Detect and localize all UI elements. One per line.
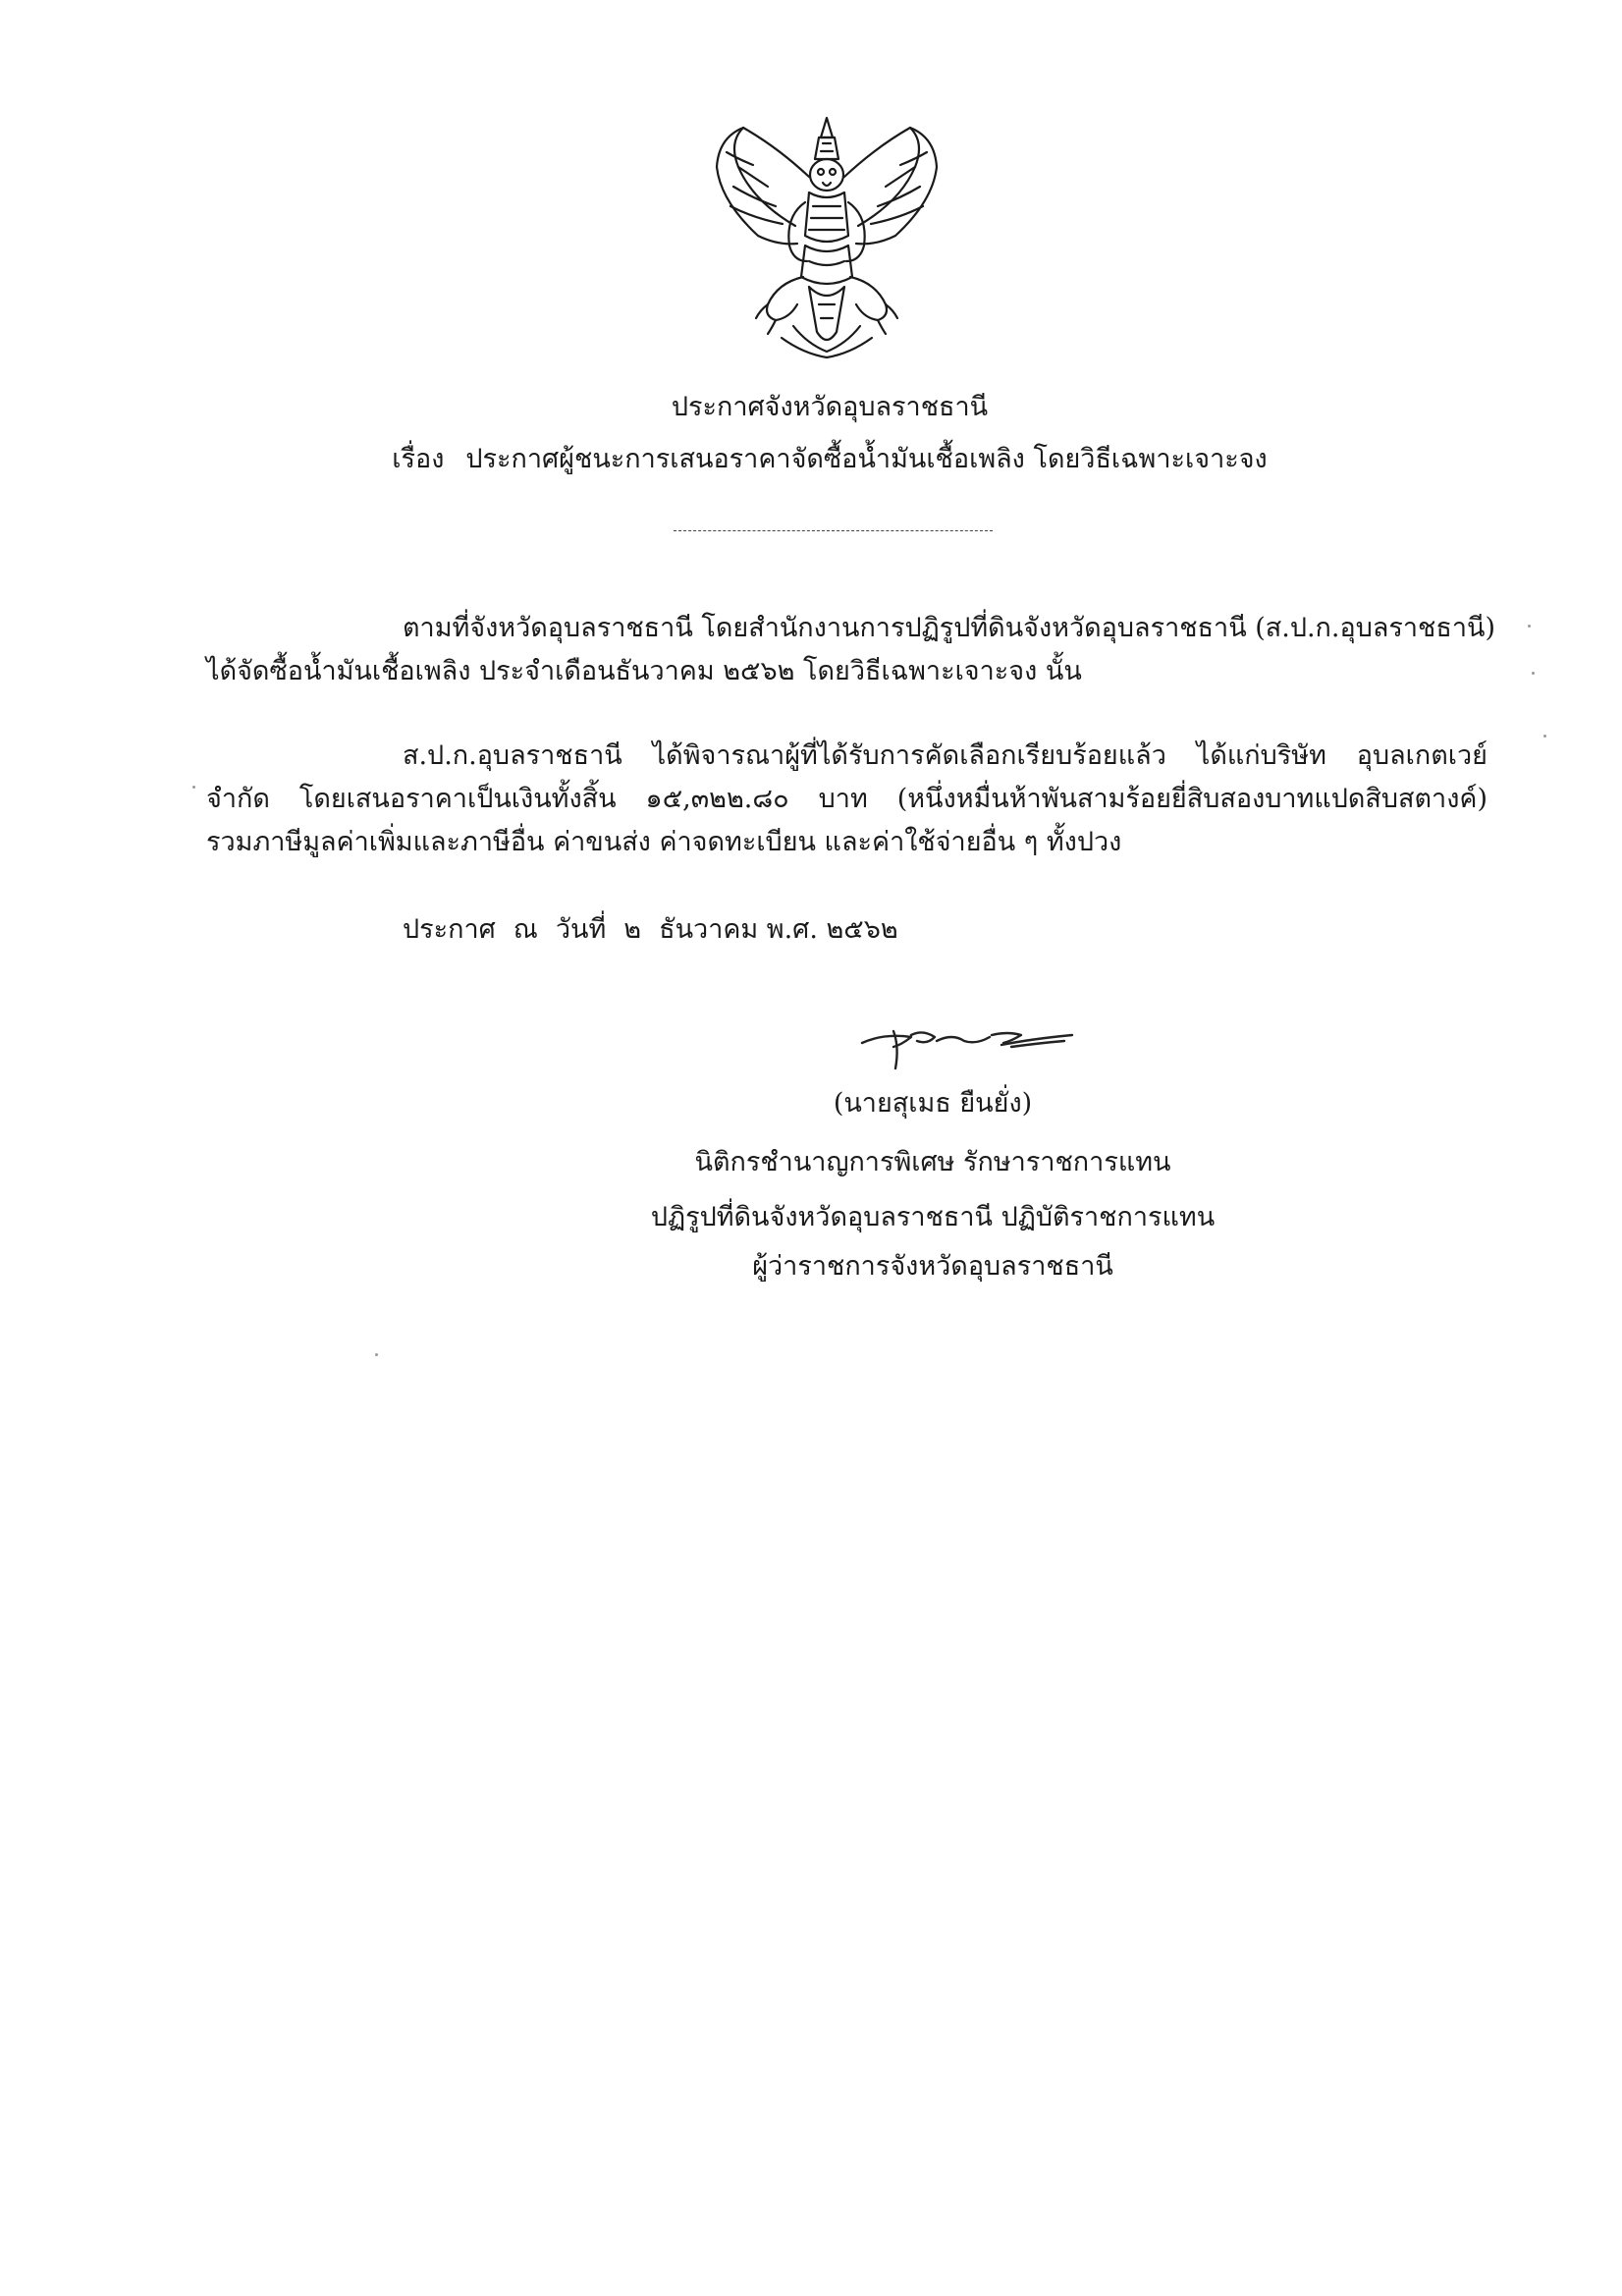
- signer-name: (นายสุเมธ ยืนยั่ง): [833, 1088, 1033, 1119]
- scan-speck: [375, 1353, 378, 1356]
- scan-speck: [1543, 735, 1546, 738]
- scan-speck: [1532, 672, 1535, 675]
- announcement-subject: [0, 440, 1622, 479]
- date-day: ๒: [623, 914, 642, 945]
- paragraph-line: จำกัด โดยเสนอราคาเป็นเงินทั้งสิ้น ๑๕,๓๒๒.๘๐ บาท (หนึ่งหมื่นห้าพันสามร้อยยี่สิบสองบาทแปดสิบสตางค์): [206, 784, 1487, 814]
- date-prefix: ประกาศ: [403, 914, 496, 945]
- subject-label: เรื่อง: [392, 444, 445, 474]
- paragraph-line: ส.ป.ก.อุบลราชธานี ได้พิจารณาผู้ที่ได้รับการคัดเลือกเรียบร้อยแล้ว ได้แก่บริษัท อุบลเกตเวย์: [403, 740, 1487, 771]
- subject-text: ประกาศผู้ชนะการเสนอราคาจัดซื้อน้ำมันเชื้อเพลิง โดยวิธีเฉพาะเจาะจง: [465, 444, 1268, 474]
- date-day-label: วันที่: [555, 914, 607, 945]
- paragraph-line: ได้จัดซื้อน้ำมันเชื้อเพลิง ประจำเดือนธันวาคม ๒๕๖๒ โดยวิธีเฉพาะเจาะจง นั้น: [206, 656, 1082, 686]
- title-divider: [674, 530, 993, 531]
- date-at: ณ: [513, 914, 538, 945]
- scan-speck: [192, 786, 195, 789]
- paragraph-background: [206, 607, 1495, 693]
- scan-speck: [1528, 625, 1531, 628]
- announcement-title: ประกาศจังหวัดอุบลราชธานี: [671, 392, 989, 422]
- announcement-date: [403, 908, 916, 952]
- date-month-year: ธันวาคม พ.ศ. ๒๕๖๒: [659, 914, 898, 945]
- garuda-emblem-icon: [699, 108, 954, 363]
- paragraph-line: ตามที่จังหวัดอุบลราชธานี โดยสำนักงานการปฏิรูปที่ดินจังหวัดอุบลราชธานี (ส.ป.ก.อุบลราชธานี): [403, 613, 1495, 643]
- paragraph-line: รวมภาษีมูลค่าเพิ่มและภาษีอื่น ค่าขนส่ง ค่าจดทะเบียน และค่าใช้จ่ายอื่น ๆ ทั้งปวง: [206, 827, 1122, 857]
- handwritten-signature: [854, 1011, 1080, 1070]
- signer-position-line: นิติกรชำนาญการพิเศษ รักษาราชการแทน: [694, 1147, 1171, 1177]
- signer-position-line: ผู้ว่าราชการจังหวัดอุบลราชธานี: [752, 1251, 1113, 1282]
- signer-position-line: ปฏิรูปที่ดินจังหวัดอุบลราชธานี ปฏิบัติราชการแทน: [650, 1202, 1216, 1232]
- paragraph-award: [206, 735, 1487, 864]
